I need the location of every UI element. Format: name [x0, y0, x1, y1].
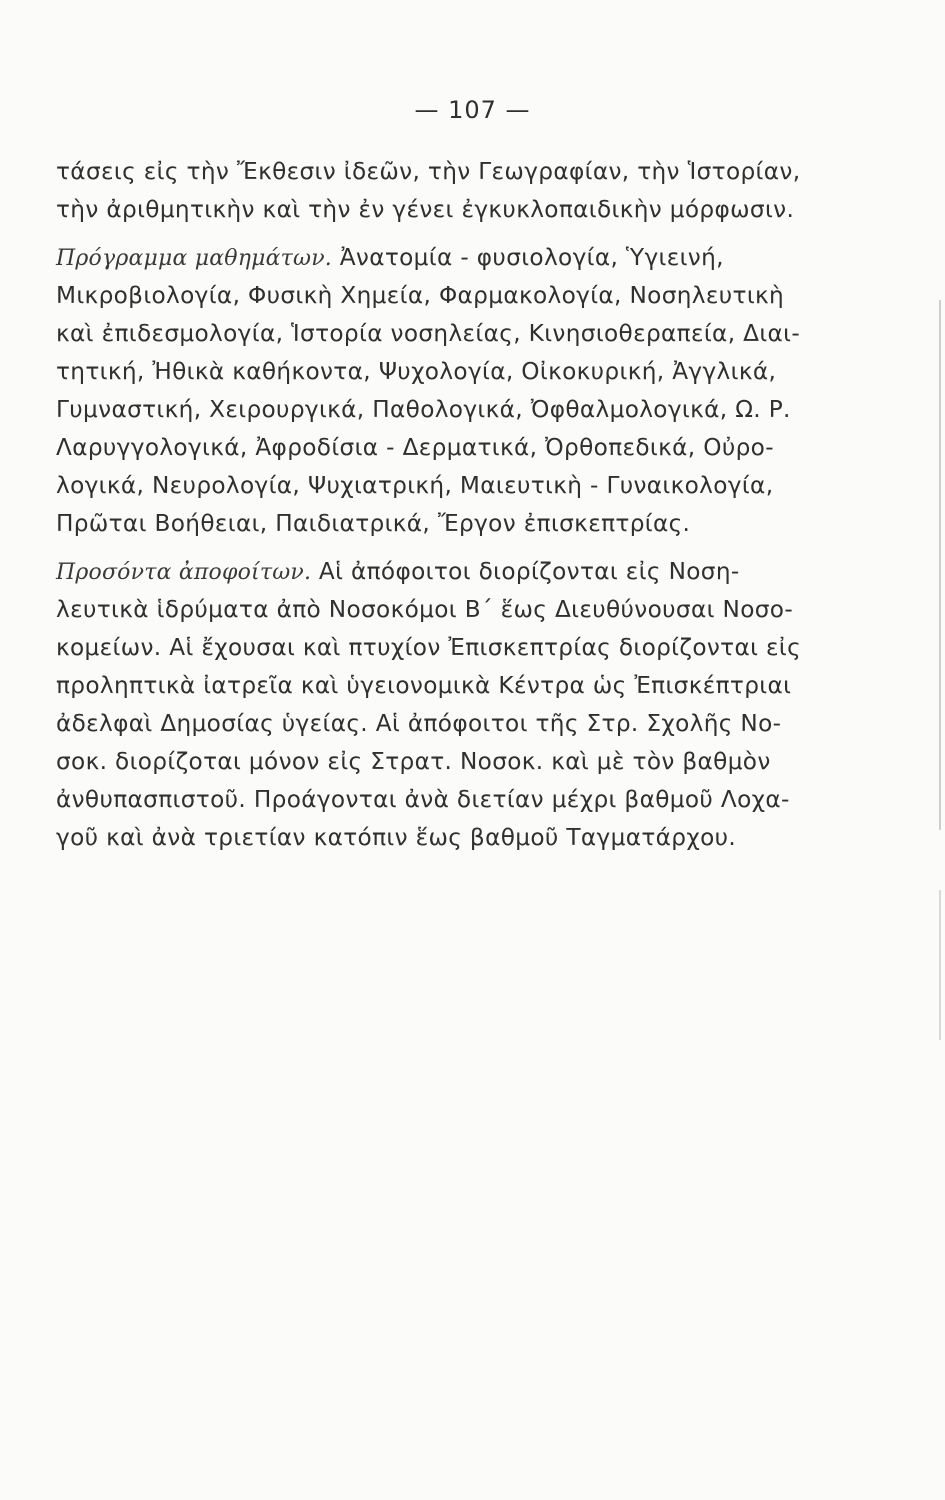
paragraph3-line-8: γοῦ καὶ ἀνὰ τριετίαν κατόπιν ἕως βαθμοῦ Ταγματάρχου. — [56, 824, 737, 851]
paragraph2-line-4: τητική, Ἠθικὰ καθήκοντα, Ψυχολογία, Οἰκοκυρική, Ἀγγλικά, — [56, 358, 777, 385]
paragraph2-line-8: Πρῶται Βοήθειαι, Παιδιατρικά, Ἔργον ἐπισκεπτρίας. — [56, 510, 691, 537]
paragraph3-line-6: σοκ. διορίζοται μόνον εἰς Στρατ. Νοσοκ. καὶ μὲ τὸν βαθμὸν — [56, 748, 771, 775]
paragraph3-first-line-text: Αἱ ἀπόφοιτοι διορίζονται εἰς Νοση- — [311, 558, 740, 585]
paragraph2-line-6: Λαρυγγολογικά, Ἀφροδίσια - Δερματικά, Ὀρθοπεδικά, Οὐρο- — [56, 434, 774, 461]
paragraph-spacer — [56, 229, 906, 239]
paragraph3-line-3: κομείων. Αἱ ἔχουσαι καὶ πτυχίον Ἐπισκεπτρίας διορίζονται εἰς — [56, 634, 802, 661]
paragraph2-first-line-text: Ἀνατομία - φυσιολογία, Ὑγιεινή, — [331, 244, 724, 271]
paragraph1-line-1: τάσεις εἰς τὴν Ἔκθεσιν ἰδεῶν, τὴν Γεωγραφίαν, τὴν Ἱστορίαν, — [56, 158, 801, 185]
paragraph-spacer — [56, 543, 906, 553]
paragraph1-line-2: τὴν ἀριθμητικὴν καὶ τὴν ἐν γένει ἐγκυκλοπαιδικὴν μόρφωσιν. — [56, 196, 795, 223]
paragraph3-first-line — [56, 553, 906, 591]
paragraph2-first-line — [56, 239, 906, 277]
section-heading-graduates: Προσόντα ἀποφοίτων. — [56, 560, 312, 585]
page-edge-shadow-lower — [939, 890, 941, 1040]
page-number: — 107 — — [414, 96, 531, 124]
section-heading-curriculum: Πρόγραμμα μαθημάτων. — [56, 246, 332, 271]
body-text — [56, 153, 906, 857]
paragraph2-line-7: λογικά, Νευρολογία, Ψυχιατρική, Μαιευτικὴ - Γυναικολογία, — [56, 472, 774, 499]
paragraph3-line-4: προληπτικὰ ἰατρεῖα καὶ ὑγειονομικὰ Κέντρα ὡς Ἐπισκέπτριαι — [56, 672, 792, 699]
paragraph3-line-7: ἀνθυπασπιστοῦ. Προάγονται ἀνὰ διετίαν μέχρι βαθμοῦ Λοχα- — [56, 786, 790, 813]
paragraph3-line-5: ἀδελφαὶ Δημοσίας ὑγείας. Αἱ ἀπόφοιτοι τῆς Στρ. Σχολῆς Νο- — [56, 710, 782, 737]
paragraph3-line-2: λευτικὰ ἱδρύματα ἀπὸ Νοσοκόμοι Β΄ ἕως Διευθύνουσαι Νοσο- — [56, 596, 794, 623]
page-edge-shadow — [939, 300, 941, 830]
paragraph2-line-2: Μικροβιολογία, Φυσικὴ Χημεία, Φαρμακολογία, Νοσηλευτικὴ — [56, 282, 785, 309]
paragraph2-line-3: καὶ ἐπιδεσμολογία, Ἱστορία νοσηλείας, Κινησιοθεραπεία, Διαι- — [56, 320, 801, 347]
paragraph2-line-5: Γυμναστική, Χειρουργικά, Παθολογικά, Ὀφθαλμολογικά, Ω. Ρ. — [56, 396, 791, 423]
